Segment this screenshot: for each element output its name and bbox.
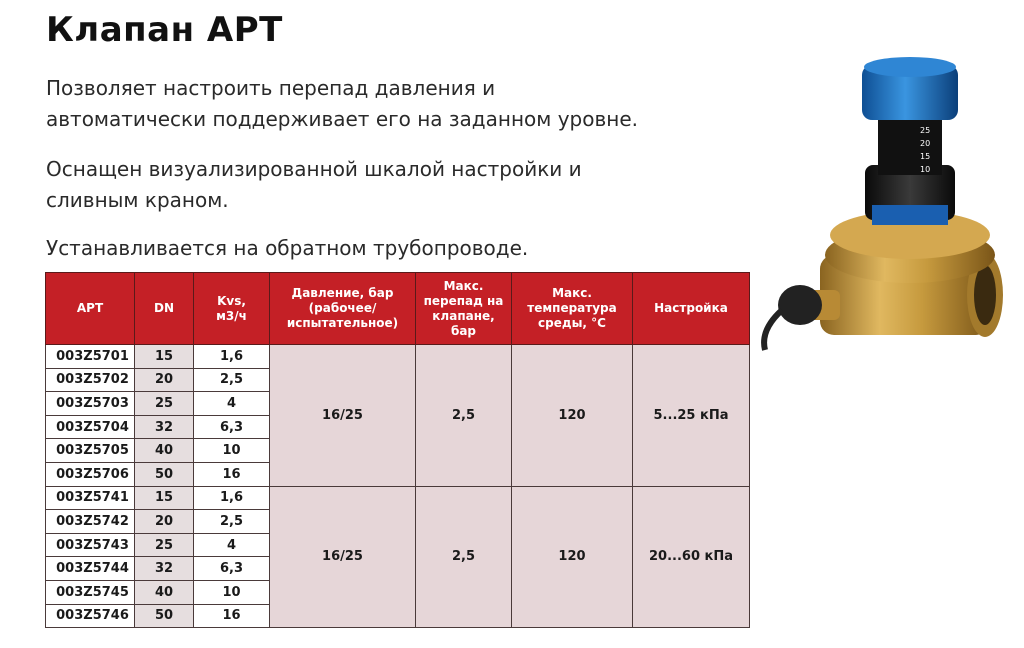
cell-code: 003Z5742: [46, 510, 135, 534]
cell-max-dp: 2,5: [416, 486, 512, 628]
valve-cap-top: [864, 57, 956, 77]
header-dn: DN: [135, 273, 194, 345]
cell-kvs: 4: [194, 392, 270, 416]
header-max-dp: [416, 273, 512, 345]
cell-code: 003Z5743: [46, 533, 135, 557]
cell-code: 003Z5705: [46, 439, 135, 463]
cell-code: 003Z5701: [46, 345, 135, 369]
cell-dn: 25: [135, 533, 194, 557]
cell-kvs: 4: [194, 533, 270, 557]
header-line: среды, °C: [538, 316, 606, 330]
description-line: Позволяет настроить перепад давления и: [46, 76, 496, 100]
scale-mark: 10: [920, 165, 931, 174]
description-line: автоматически поддерживает его на заданном уровне.: [46, 107, 639, 131]
header-line: Kvs,: [217, 293, 246, 308]
cell-code: 003Z5745: [46, 580, 135, 604]
cell-dn: 20: [135, 510, 194, 534]
cell-kvs: 6,3: [194, 557, 270, 581]
cell-max-dp: 2,5: [416, 345, 512, 487]
header-line: температура: [527, 301, 617, 315]
cell-dn: 20: [135, 368, 194, 392]
spec-table: [45, 272, 750, 628]
cell-dn: 50: [135, 462, 194, 486]
drain-handle-icon: [778, 285, 822, 325]
header-line: Макс.: [552, 286, 592, 300]
cell-pressure: 16/25: [270, 486, 416, 628]
cell-code: 003Z5706: [46, 462, 135, 486]
description-paragraph-1: [46, 73, 638, 135]
header-line: Макс.: [443, 278, 484, 293]
header-line: испытательное): [286, 316, 399, 330]
header-line: перепад на: [423, 293, 504, 308]
drain-lever: [764, 310, 782, 350]
cell-kvs: 6,3: [194, 415, 270, 439]
cell-pressure: 16/25: [270, 345, 416, 487]
cell-code: 003Z5744: [46, 557, 135, 581]
description-paragraph-3: Устанавливается на обратном трубопроводе.: [46, 236, 529, 260]
description-line: сливным краном.: [46, 188, 229, 212]
valve-outlet-bore: [974, 265, 996, 325]
table-row: [46, 345, 750, 369]
cell-dn: 15: [135, 345, 194, 369]
cell-code: 003Z5704: [46, 415, 135, 439]
cell-kvs: 2,5: [194, 510, 270, 534]
cell-code: 003Z5741: [46, 486, 135, 510]
page-title: Клапан APT: [46, 10, 283, 50]
cell-setting: 5...25 кПа: [633, 345, 750, 487]
cell-setting: 20...60 кПа: [633, 486, 750, 628]
scale-mark: 20: [920, 139, 931, 148]
cell-max-temp: 120: [512, 486, 633, 628]
cell-code: 003Z5703: [46, 392, 135, 416]
cell-dn: 50: [135, 604, 194, 628]
table-row: [46, 486, 750, 510]
header-kvs: [194, 273, 270, 345]
cell-kvs: 1,6: [194, 345, 270, 369]
header-max-temp: [512, 273, 633, 345]
cell-kvs: 1,6: [194, 486, 270, 510]
header-line: (рабочее/: [308, 301, 377, 315]
cell-kvs: 2,5: [194, 368, 270, 392]
cell-kvs: 16: [194, 604, 270, 628]
scale-mark: 25: [920, 126, 931, 135]
cell-kvs: 16: [194, 462, 270, 486]
description-line: Оснащен визуализированной шкалой настройки и: [46, 157, 582, 181]
cell-dn: 32: [135, 557, 194, 581]
cell-dn: 32: [135, 415, 194, 439]
header-setting: Настройка: [633, 273, 750, 345]
valve-photo: [760, 55, 1010, 375]
cell-dn: 40: [135, 439, 194, 463]
description-paragraph-2: [46, 154, 582, 216]
cell-max-temp: 120: [512, 345, 633, 487]
cell-dn: 25: [135, 392, 194, 416]
cell-dn: 40: [135, 580, 194, 604]
cell-kvs: 10: [194, 439, 270, 463]
header-line: клапане,: [432, 308, 495, 323]
header-line: Давление, бар: [291, 286, 394, 300]
table-header-row: [46, 273, 750, 345]
scale-mark: 15: [920, 152, 931, 161]
valve-blue-ring: [872, 205, 948, 225]
header-line: бар: [450, 323, 477, 338]
header-pressure: [270, 273, 416, 345]
scale-tube: [878, 115, 942, 175]
header-line: м3/ч: [216, 308, 247, 323]
header-apt: APT: [46, 273, 135, 345]
cell-kvs: 10: [194, 580, 270, 604]
cell-dn: 15: [135, 486, 194, 510]
cell-code: 003Z5702: [46, 368, 135, 392]
cell-code: 003Z5746: [46, 604, 135, 628]
